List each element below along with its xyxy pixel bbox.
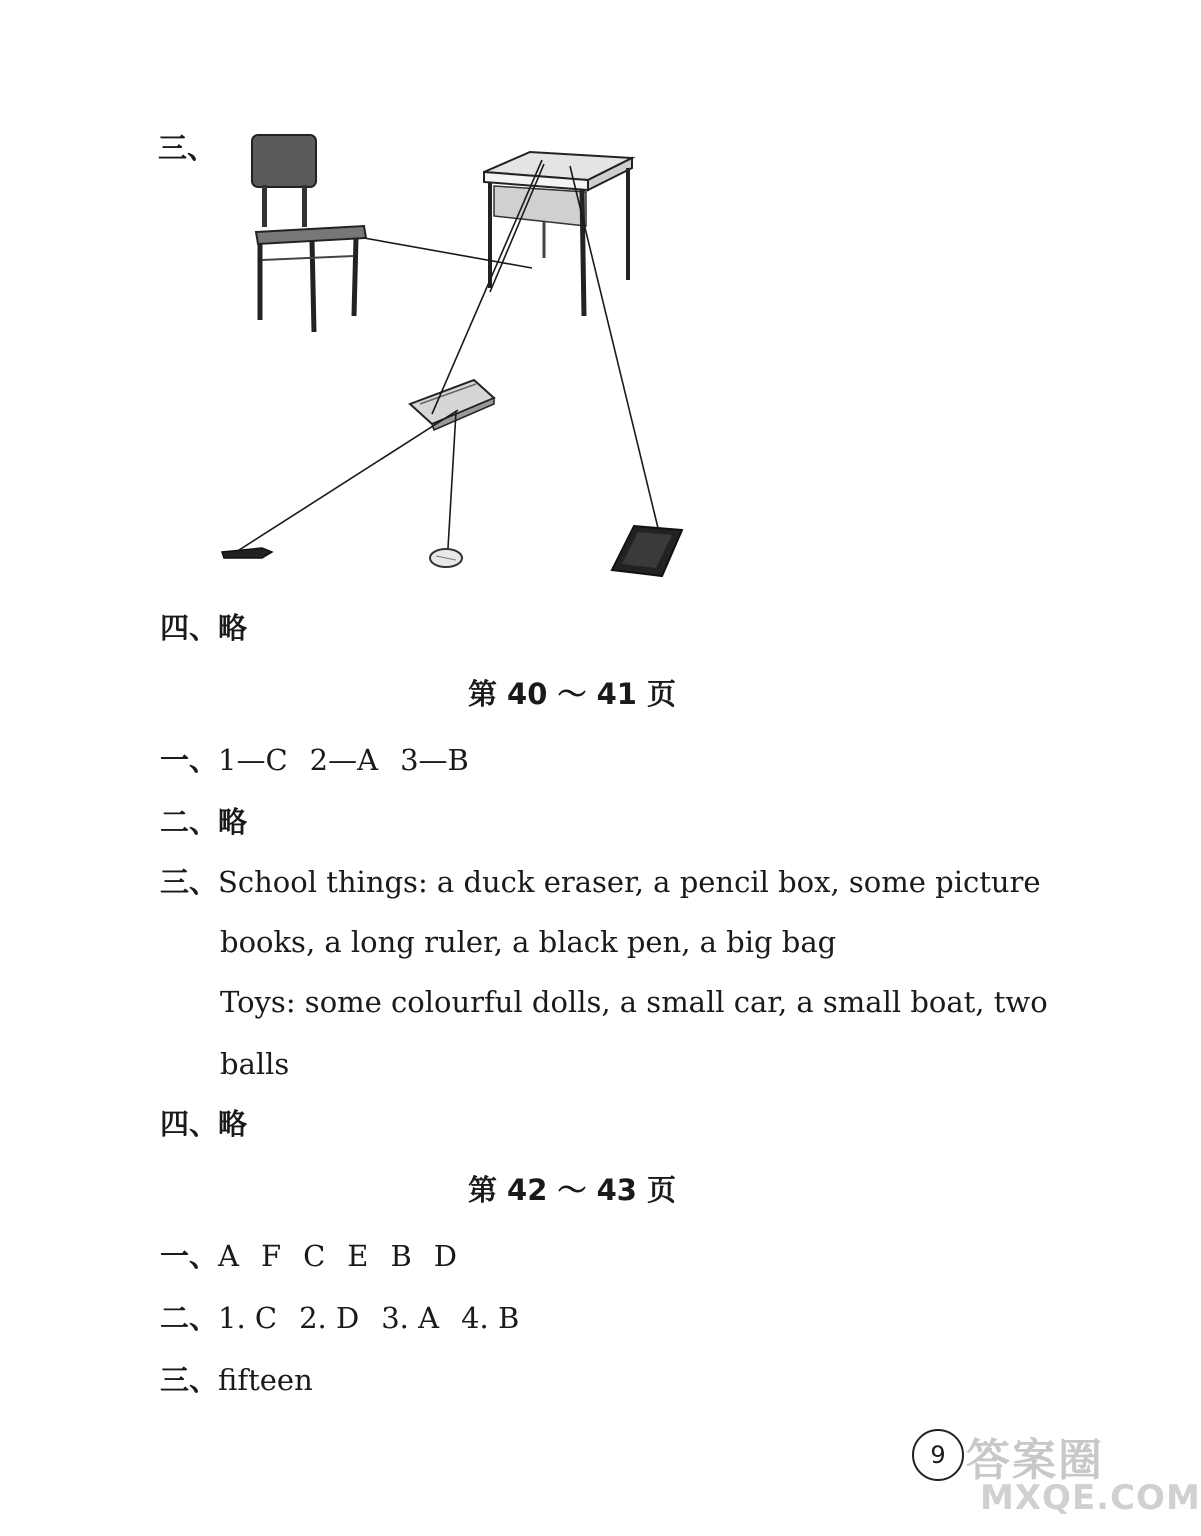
matching-lines (236, 160, 658, 552)
answer-item: F (260, 1239, 282, 1273)
page-range-heading-40-41: 第 40 ～ 41 页 (467, 677, 677, 711)
answer-item: A (218, 1239, 239, 1273)
answer-row-three (160, 1360, 313, 1400)
watermark-url: MXQE.COM (980, 1478, 1201, 1518)
question-marker: 一、 (160, 1239, 219, 1273)
answer-row-one (160, 740, 469, 780)
answer-item: 4. B (461, 1301, 520, 1335)
answer-item: B (390, 1239, 412, 1273)
answer-item: 2—A (309, 743, 379, 777)
question-marker: 三、 (160, 1363, 219, 1397)
question-marker: 二、 (160, 1301, 219, 1335)
page-range-heading-42-43: 第 42 ～ 43 页 (467, 1173, 677, 1207)
answer-item: D (433, 1239, 458, 1273)
answer-text-toys-continued: balls (220, 1047, 290, 1081)
answer-item: C (303, 1239, 326, 1273)
section-three-marker: 三、 (158, 131, 217, 165)
book-icon (612, 526, 682, 576)
desk-icon (484, 152, 632, 316)
answer-item: E (347, 1239, 369, 1273)
watermark-logo: 答案圈 (966, 1435, 1104, 1486)
pen-icon (222, 548, 272, 558)
answer-row-one (160, 1236, 457, 1276)
question-marker: 三、 (160, 865, 219, 899)
answer-item: 3. A (381, 1301, 440, 1335)
answer-item: 3—B (400, 743, 469, 777)
section-four-answer: 四、略 (160, 611, 248, 645)
answer-row-four: 四、略 (160, 1107, 248, 1141)
page-number-badge: 9 (912, 1429, 964, 1481)
answer-row-two: 二、略 (160, 805, 248, 839)
answer-text: fifteen (218, 1363, 313, 1397)
matching-illustration (0, 0, 1144, 600)
answer-row-three (160, 862, 1041, 902)
answer-item: 2. D (299, 1301, 360, 1335)
question-marker: 一、 (160, 743, 219, 777)
eraser-icon (430, 549, 462, 567)
answer-text: School things: a duck eraser, a pencil box, some picture (218, 865, 1041, 899)
answer-item: 1—C (218, 743, 288, 777)
chair-icon (252, 135, 366, 332)
pencil-box-icon (410, 380, 494, 430)
answer-row-two (160, 1298, 519, 1338)
answer-text-continued: books, a long ruler, a black pen, a big bag (220, 925, 837, 959)
answer-item: 1. C (218, 1301, 278, 1335)
answer-text-toys: Toys: some colourful dolls, a small car, a small boat, two (220, 985, 1048, 1019)
